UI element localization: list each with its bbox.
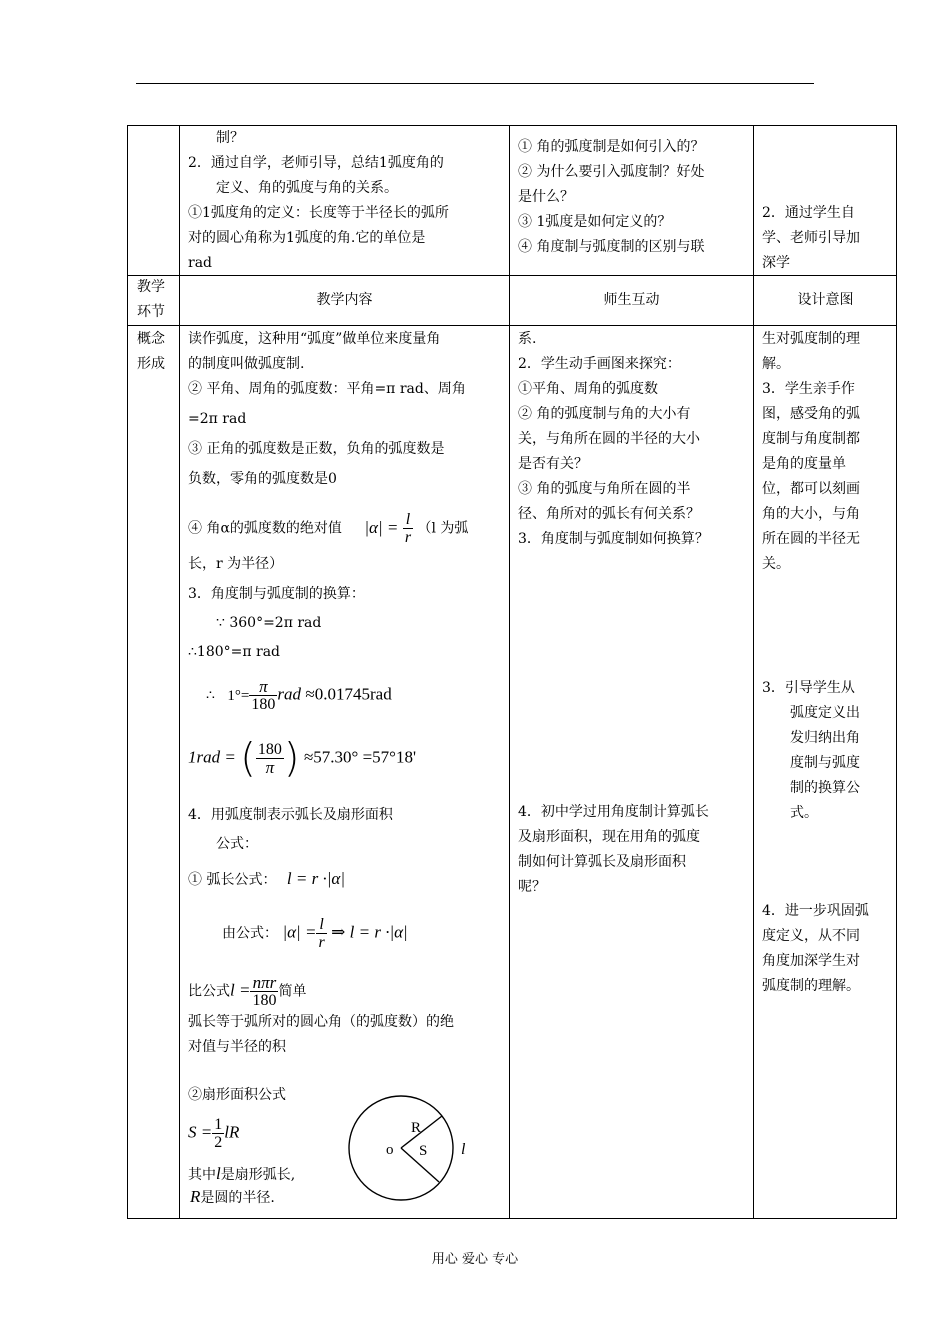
text-line: 度定义，从不同 (762, 928, 860, 944)
text-line: ③ 角的弧度与角所在圆的半 (518, 481, 691, 497)
text-line: 解。 (762, 356, 790, 372)
arc-length-formula: ① 弧长公式： l = r ·|α| (188, 869, 345, 888)
compare-formula: 比公式l = $\frac{\text{nπr}}{180}$ 简单 (188, 973, 307, 1009)
degree-to-rad-formula: ∴ 1°= $\frac{\pi}{180}$ rad ≈0.01745rad (206, 677, 392, 713)
text-line: ③ 正角的弧度数是正数，负角的弧度数是 (188, 441, 445, 457)
text-line: 读作弧度，这种用“弧度”做单位来度量角 (188, 331, 441, 347)
text-line: 对值与半径的积 (188, 1039, 286, 1055)
text-line: 对的圆心角称为1弧度的角.它的单位是 (188, 230, 426, 246)
row-divider (128, 325, 896, 326)
text-line: 2．通过自学，老师引导，总结1弧度角的 (188, 155, 444, 171)
text-line: ∴180°=π rad (188, 644, 281, 660)
stage-label: 形成 (137, 356, 165, 372)
text-line: 负数，零角的弧度数是0 (188, 471, 337, 487)
header-interaction: 师生互动 (603, 292, 660, 308)
text-line: ② 平角、周角的弧度数：平角=π rad、周角 (188, 381, 466, 397)
text-line: 其中l是扇形弧长, (188, 1164, 296, 1183)
text-line: 关，与角所在圆的半径的大小 (518, 431, 700, 447)
center-label: o (386, 1142, 394, 1158)
text-line: 生对弧度制的理 (762, 331, 860, 347)
text-line: 弧度制的理解。 (762, 978, 860, 994)
text-line: 长，r 为半径） (188, 556, 284, 572)
sector-diagram (346, 1092, 476, 1204)
text-line: ①1弧度角的定义：长度等于半径长的弧所 (188, 205, 449, 221)
text-line: 是角的度量单 (762, 456, 846, 472)
text-line: 4．初中学过用角度制计算弧长 (518, 804, 709, 820)
stage-label: 概念 (137, 331, 165, 347)
text-line: 是否有关？ (518, 456, 588, 472)
text-line: 式。 (790, 805, 818, 821)
text-line: ∵ 360°=2π rad (216, 615, 322, 631)
page-footer: 用心 爱心 专心 (431, 1252, 519, 1267)
text-line: 发归纳出角 (790, 730, 860, 746)
text-line: 3．角度制与弧度制如何换算？ (518, 531, 709, 547)
header-intent: 设计意图 (797, 292, 854, 308)
text-line: 弧度定义出 (790, 705, 860, 721)
lesson-table (127, 125, 897, 1219)
sector-label: S (419, 1143, 428, 1159)
text-line: 深学 (762, 255, 790, 271)
text-line: ② 为什么要引入弧度制？好处 (518, 164, 705, 180)
text-line: 径、角所对的弧长有何关系？ (518, 506, 700, 522)
text-line: 定义、角的弧度与角的关系。 (216, 180, 398, 196)
text-line: 呢？ (518, 879, 546, 895)
header-rule (136, 83, 814, 84)
text-line: 公式： (216, 836, 258, 852)
text-line: 系. (518, 331, 537, 347)
header-stage: 环节 (137, 304, 165, 320)
header-stage: 教学 (137, 279, 165, 295)
text-line: 2．学生动手画图来探究： (518, 356, 681, 372)
text-line: 的制度叫做弧度制. (188, 356, 305, 372)
text-line: 4．进一步巩固弧 (762, 903, 869, 919)
text-line: 3．引导学生从 (762, 680, 855, 696)
text-line: 关。 (762, 556, 790, 572)
rad-to-degree-formula: 1rad = ( $\frac{180}{\pi}$ ) ≈57.30° =57°18' (188, 735, 417, 782)
text-line: 3．学生亲手作 (762, 381, 855, 397)
text-line: 及扇形面积，现在用角的弧度 (518, 829, 700, 845)
text-line: ②扇形面积公式 (188, 1087, 286, 1103)
text-line: 弧长等于弧所对的圆心角（的弧度数）的绝 (188, 1014, 454, 1030)
text-line: 图，感受角的弧 (762, 406, 860, 422)
text-line: 角的大小，与角 (762, 506, 860, 522)
text-line: R是圆的半径. (190, 1187, 275, 1206)
text-line: 2．通过学生自 (762, 205, 855, 221)
text-line: ④ 角度制与弧度制的区别与联 (518, 239, 705, 255)
text-line: rad (188, 255, 213, 271)
derivation-formula: 由公式： |α| = $\frac{l}{r}$ ⇒ l = r ·|α| (222, 916, 408, 951)
text-line: ③ 1弧度是如何定义的？ (518, 214, 672, 230)
sector-area-formula: S = $\frac{1}{2}$ lR (188, 1116, 240, 1151)
arc-label: l (461, 1141, 466, 1158)
text-line: 度制与角度制都 (762, 431, 860, 447)
text-line: 所在圆的半径无 (762, 531, 860, 547)
text-line: 制的换算公 (790, 780, 860, 796)
text-line: 制如何计算弧长及扇形面积 (518, 854, 686, 870)
text-line: 学、老师引导加 (762, 230, 860, 246)
text-line: 制？ (216, 130, 244, 146)
text-line: 是什么？ (518, 189, 574, 205)
text-line: 度制与弧度 (790, 755, 860, 771)
text-line: ① 角的弧度制是如何引入的？ (518, 139, 705, 155)
radius-label: R (411, 1120, 422, 1136)
text-line: 位，都可以刻画 (762, 481, 860, 497)
abs-alpha: |α| = (364, 517, 399, 537)
text-line: 3．角度制与弧度制的换算： (188, 586, 365, 602)
text-line: 角度加深学生对 (762, 953, 860, 969)
text-line: 4．用弧度制表示弧长及扇形面积 (188, 807, 393, 823)
text-line: ①平角、周角的弧度数 (518, 381, 658, 397)
text-line: =2π rad (188, 411, 247, 427)
header-content: 教学内容 (316, 292, 373, 308)
text-line: ② 角的弧度制与角的大小有 (518, 406, 691, 422)
abs-angle-formula: ④ 角α的弧度数的绝对值 |α| = $\frac{l}{r}$ （l 为弧 (188, 511, 469, 546)
